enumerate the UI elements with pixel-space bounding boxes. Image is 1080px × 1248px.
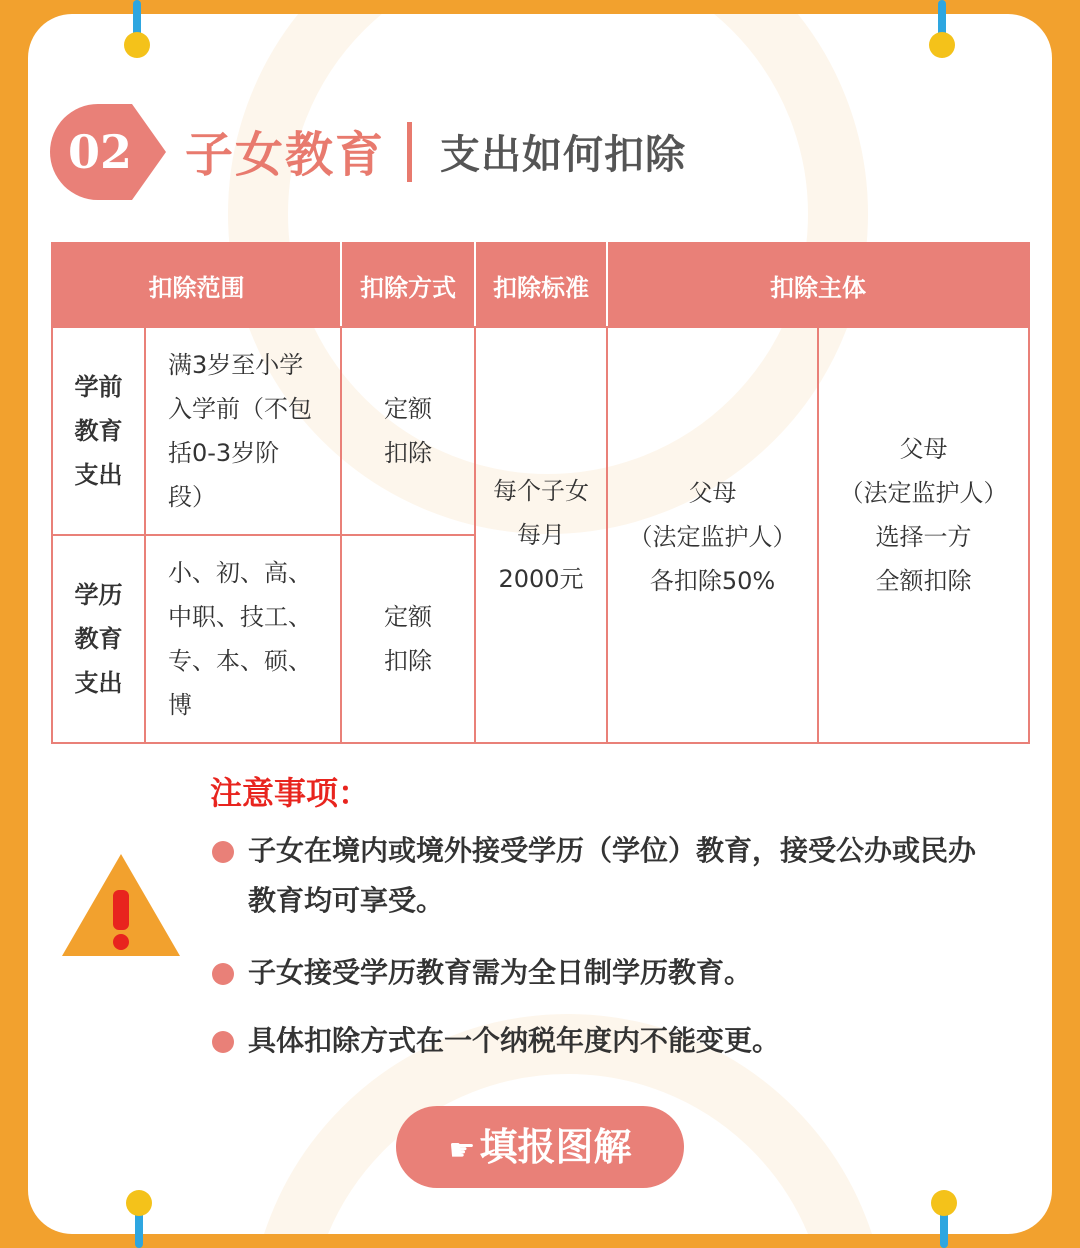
page-title: 子女教育	[185, 127, 386, 183]
header-scope: 扣除范围	[52, 243, 341, 327]
table-header-row	[52, 243, 1029, 327]
button-label: 填报图解	[479, 1125, 632, 1169]
binder-clip-dot	[124, 32, 150, 58]
header-method: 扣除方式	[341, 243, 475, 327]
page-subtitle: 支出如何扣除	[440, 132, 686, 178]
section-number: 02	[67, 125, 132, 179]
header-subject: 扣除主体	[607, 243, 1029, 327]
bullet-dot	[212, 841, 234, 863]
table-row	[52, 327, 1029, 535]
binder-clip-dot	[931, 1190, 957, 1216]
method-cell: 定额 扣除	[341, 535, 475, 743]
category-cell: 学历 教育 支出	[52, 535, 145, 743]
deduction-table	[51, 242, 1030, 744]
note-item	[212, 1016, 988, 1066]
bullet-dot	[212, 1031, 234, 1053]
note-item	[212, 948, 988, 998]
title-divider	[407, 122, 412, 182]
pointing-hand-icon: ☛	[448, 1133, 476, 1168]
standard-cell: 每个子女 每月 2000元	[475, 327, 607, 743]
category-cell: 学前 教育 支出	[52, 327, 145, 535]
section-number-badge	[50, 104, 168, 200]
subject-option2-cell: 父母 （法定监护人） 选择一方 全额扣除	[818, 327, 1029, 743]
bullet-dot	[212, 963, 234, 985]
warning-triangle-icon	[60, 852, 182, 960]
binder-clip-dot	[929, 32, 955, 58]
binder-clip-dot	[126, 1190, 152, 1216]
scope-cell: 满3岁至小学 入学前（不包 括0-3岁阶 段）	[145, 327, 341, 535]
header-standard: 扣除标准	[475, 243, 607, 327]
notes-title: 注意事项：	[210, 774, 371, 812]
method-cell: 定额 扣除	[341, 327, 475, 535]
note-text: 子女在境内或境外接受学历（学位）教育，接受公办或民办教育均可享受。	[248, 834, 977, 917]
scope-cell: 小、初、高、 中职、技工、 专、本、硕、 博	[145, 535, 341, 743]
filing-guide-button[interactable]	[396, 1106, 684, 1188]
note-text: 子女接受学历教育需为全日制学历教育。	[248, 956, 753, 989]
note-item	[212, 826, 988, 926]
subject-option1-cell: 父母 （法定监护人） 各扣除50%	[607, 327, 818, 743]
note-text: 具体扣除方式在一个纳税年度内不能变更。	[248, 1024, 781, 1057]
